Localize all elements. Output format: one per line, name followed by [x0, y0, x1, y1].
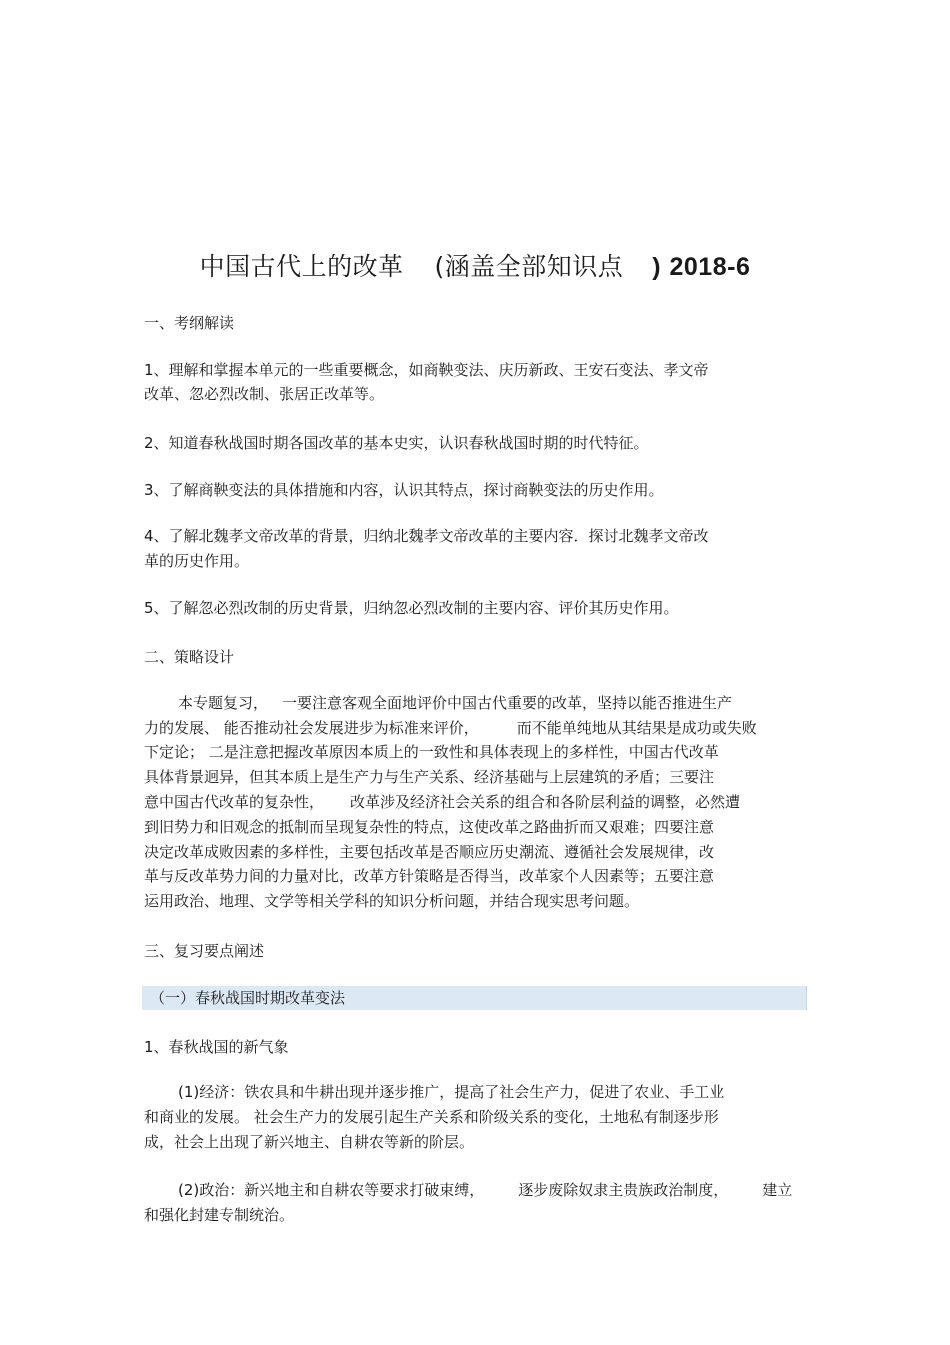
strategy-line-3: 下定论； 二是注意把握改革原因本质上的一致性和具体表现上的多样性，中国古代改革	[144, 743, 719, 761]
title-close: )	[652, 253, 662, 281]
section-header-bar	[142, 986, 807, 1010]
paragraph-4-line-2: 革的历史作用。	[144, 552, 250, 570]
strategy-line-9: 运用政治、地理、文学等相关学科的知识分析问题，并结合现实思考问题。	[144, 892, 640, 910]
economy-line-2: 和商业的发展。 社会生产力的发展引起生产关系和阶级关系的变化，土地私有制逐步形	[144, 1108, 719, 1126]
strategy-line-2-b: 而不能单纯地从其结果是成功或失败	[516, 719, 757, 737]
strategy-line-7: 决定改革成败因素的多样性，主要包括改革是否顺应历史潮流、遵循社会发展规律，改	[144, 843, 715, 861]
document-title	[0, 247, 950, 283]
paragraph-3: 3、了解商鞅变法的具体措施和内容，认识其特点，探讨商鞅变法的历史作用。	[144, 481, 664, 499]
strategy-line-4: 具体背景迥异，但其本质上是生产力与生产关系、经济基础与上层建筑的矛盾；三要注	[144, 768, 715, 786]
paragraph-1-line-2: 改革、忽必烈改制、张居正改革等。	[144, 385, 385, 403]
strategy-line-6: 到旧势力和旧观念的抵制而呈现复杂性的特点，这使改革之路曲折而又艰难；四要注意	[144, 818, 715, 836]
strategy-line-1	[178, 691, 732, 715]
paragraph-2: 2、知道春秋战国时期各国改革的基本史实，认识春秋战国时期的时代特征。	[144, 434, 649, 452]
politics-line-1-c: 建立	[762, 1181, 793, 1199]
title-year: 2018-6	[669, 253, 751, 281]
strategy-line-1-a: 本专题复习，	[178, 694, 269, 712]
strategy-line-8: 革与反改革势力间的力量对比，改革方针策略是否得当，改革家个人因素等；五要注意	[144, 867, 715, 885]
strategy-line-5	[144, 790, 740, 814]
politics-line-1-b: 逐步废除奴隶主贵族政治制度，	[518, 1181, 729, 1199]
title-paren: (涵盖全部知识点	[434, 252, 624, 281]
strategy-line-5-a: 意中国古代改革的复杂性，	[144, 793, 325, 811]
heading-outline: 一、考纲解读	[144, 314, 235, 332]
economy-line-1: (1)经济：铁农具和牛耕出现并逐步推广，提高了社会生产力，促进了农业、手工业	[178, 1083, 725, 1101]
paragraph-4-line-1: 4、了解北魏孝文帝改革的背景，归纳北魏孝文帝改革的主要内容．探讨北魏孝文帝改	[144, 527, 709, 545]
strategy-line-5-b: 改革涉及经济社会关系的组合和各阶层利益的调整，必然遭	[350, 793, 741, 811]
heading-review-points: 三、复习要点阐述	[144, 942, 265, 960]
section-header-label: （一）春秋战国时期改革变法	[150, 989, 346, 1007]
politics-line-1	[178, 1178, 792, 1202]
politics-line-1-a: (2)政治：新兴地主和自耕农等要求打破束缚，	[178, 1181, 485, 1199]
strategy-line-1-b: 一要注意客观全面地评价中国古代重要的改革，坚持以能否推进生产	[282, 694, 733, 712]
paragraph-5: 5、了解忽必烈改制的历史背景，归纳忽必烈改制的主要内容、评价其历史作用。	[144, 599, 679, 617]
strategy-line-2-a: 力的发展、 能否推动社会发展进步为标准来评价，	[144, 719, 479, 737]
subheading-new-atmosphere: 1、春秋战国的新气象	[144, 1038, 289, 1056]
strategy-line-2	[144, 716, 757, 740]
paragraph-1-line-1: 1、理解和掌握本单元的一些重要概念，如商鞅变法、庆历新政、王安石变法、孝文帝	[144, 361, 709, 379]
economy-line-3: 成，社会上出现了新兴地主、自耕农等新的阶层。	[144, 1133, 475, 1151]
title-main: 中国古代上的改革	[199, 252, 404, 281]
politics-line-2: 和强化封建专制统治。	[144, 1206, 295, 1224]
heading-strategy: 二、策略设计	[144, 648, 235, 666]
